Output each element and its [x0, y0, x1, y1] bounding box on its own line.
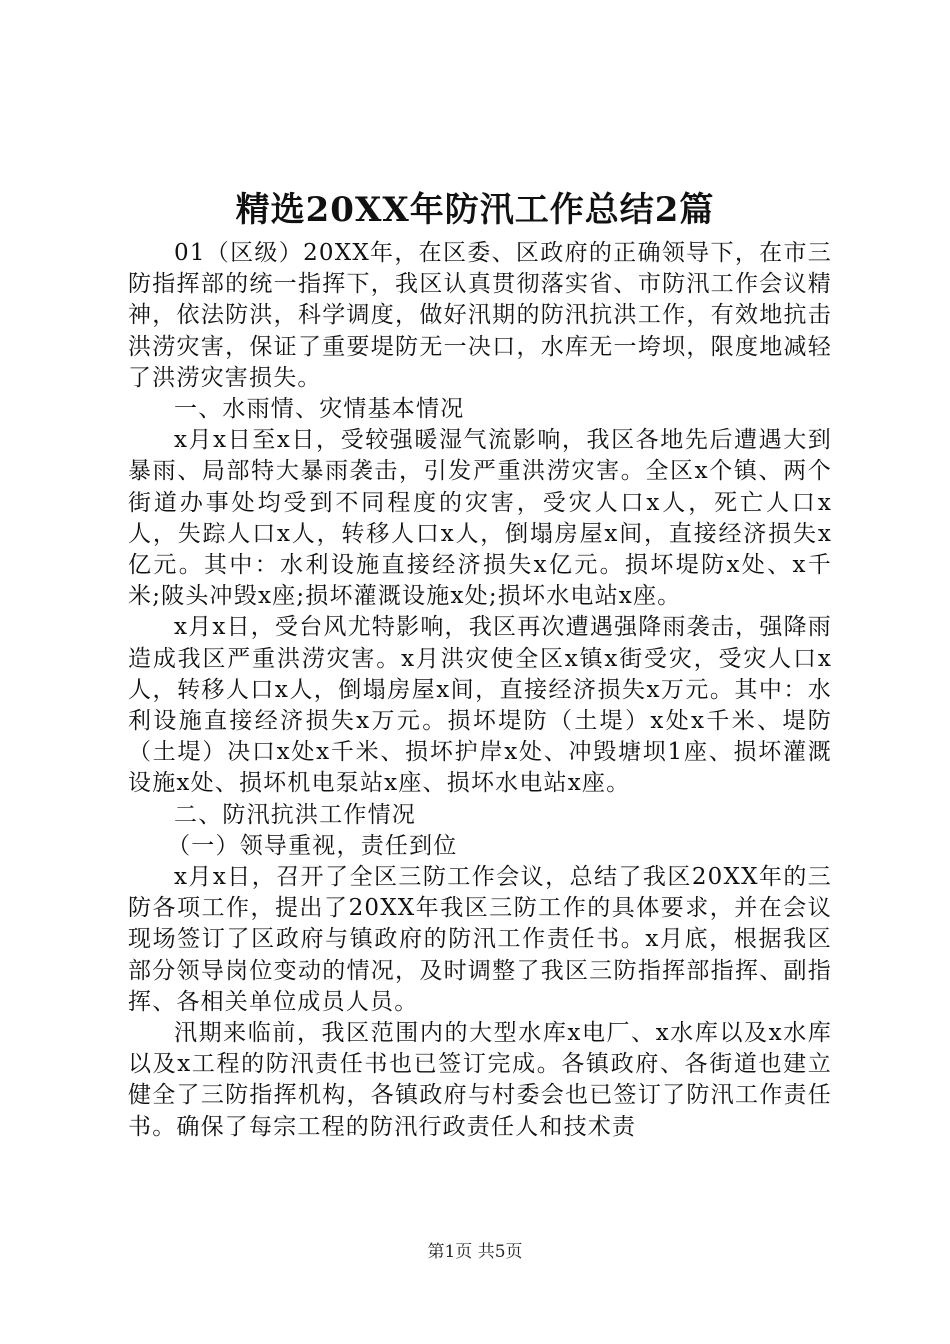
document-body — [128, 238, 832, 1143]
section-heading-1: 一、水雨情、灾情基本情况 — [174, 396, 465, 423]
paragraph-meeting: x月x日，召开了全区三防工作会议，总结了我区20XX年的三防各项工作，提出了20XX年我区三防工作的具体要求，并在会议现场签订了区政府与镇政府的防汛工作责任书。x月底，根据我区部分领导岗位变动的情况，及时调整了我区三防指挥部指挥、副指挥、各相关单位成员人员。 — [128, 864, 832, 1015]
paragraph-intro: 01（区级）20XX年，在区委、区政府的正确领导下，在市三防指挥部的统一指挥下，我区认真贯彻落实省、市防汛工作会议精神，依法防洪，科学调度，做好汛期的防汛抗洪工作，有效地抗击洪涝灾害，保证了重要堤防无一决口，水库无一垮坝，限度地减轻了洪涝灾害损失。 — [128, 240, 832, 391]
subsection-heading-1: （一）领导重视，责任到位 — [167, 832, 458, 859]
section-heading-2: 二、防汛抗洪工作情况 — [174, 801, 416, 828]
page-footer: 第1页 共5页 — [427, 1242, 523, 1262]
paragraph-rain-disaster-2: x月x日，受台风尤特影响，我区再次遭遇强降雨袭击，强降雨造成我区严重洪涝灾害。x月洪灾使全区x镇x街受灾，受灾人口x人，转移人口x人，倒塌房屋x间，直接经济损失x万元。其中：水利设施直接经济损失x万元。损坏堤防（土堤）x处x千米、堤防（土堤）决口x处x千米、损坏护岸x处、冲毁塘坝1座、损坏灌溉设施x处、损坏机电泵站x座、损坏水电站x座。 — [128, 614, 832, 797]
document-title: 精选20XX年防汛工作总结2篇 — [235, 190, 715, 230]
paragraph-rain-disaster-1: x月x日至x日，受较强暖湿气流影响，我区各地先后遭遇大到暴雨、局部特大暴雨袭击，引发严重洪涝灾害。全区x个镇、两个街道办事处均受到不同程度的灾害，受灾人口x人，死亡人口x人，失踪人口x人，转移人口x人，倒塌房屋x间，直接经济损失x亿元。其中：水利设施直接经济损失x亿元。损坏堤防x处、x千米;陂头冲毁x座;损坏灌溉设施x处;损坏水电站x座。 — [128, 427, 832, 610]
paragraph-responsibility: 汛期来临前，我区范围内的大型水库x电厂、x水库以及x水库以及x工程的防汛责任书也已签订完成。各镇政府、各街道也建立健全了三防指挥机构，各镇政府与村委会也已签订了防汛工作责任书。确保了每宗工程的防汛行政责任人和技术责 — [128, 1020, 832, 1140]
